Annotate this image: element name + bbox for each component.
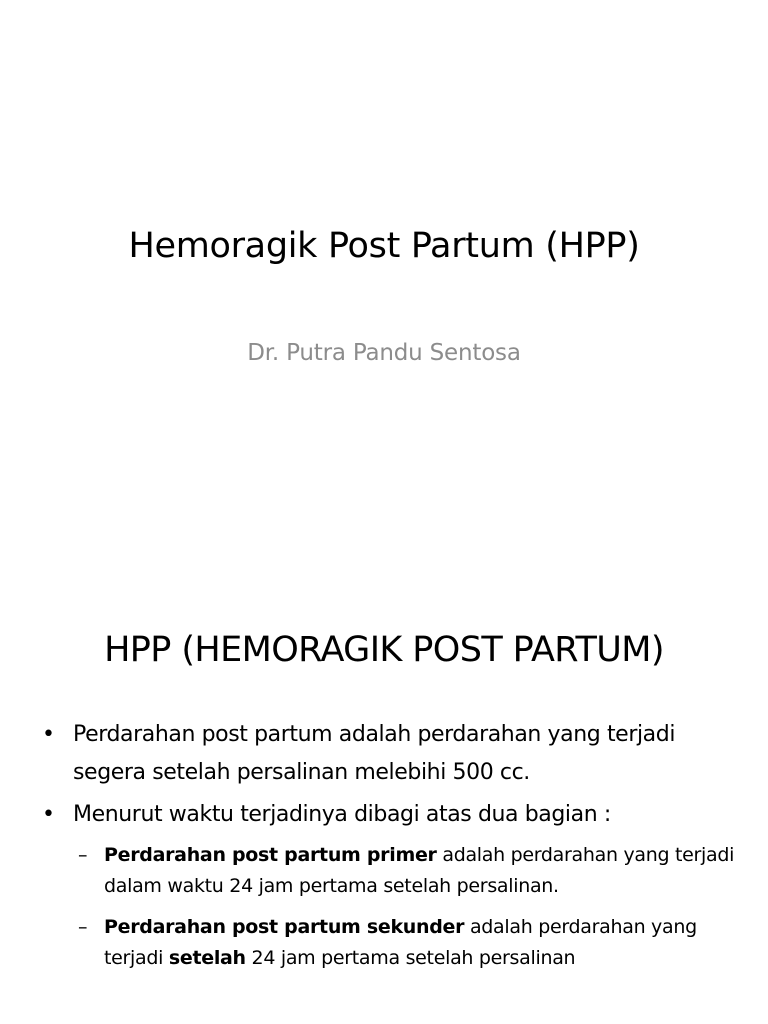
- bullet-item: [38, 716, 728, 792]
- bullet-text: Perdarahan post partum adalah perdarahan yang terjadi segera setelah persalinan melebihi 500 cc.: [73, 722, 676, 785]
- bullet-marker: •: [42, 722, 55, 747]
- term-sekunder: Perdarahan post partum sekunder: [104, 916, 465, 938]
- bullet-item: [38, 796, 728, 834]
- bullet-list: [38, 716, 728, 838]
- slide-title: Hemoragik Post Partum (HPP): [128, 226, 640, 266]
- term-primer: Perdarahan post partum primer: [104, 844, 437, 866]
- definition-text: adalah perdarahan yang terjadi dalam waktu 24 jam pertama setelah persalinan.: [104, 844, 735, 897]
- content-slide: [0, 576, 768, 1024]
- bullet-marker: •: [42, 802, 55, 827]
- definition-text-end: 24 jam pertama setelah persalinan: [245, 947, 576, 969]
- dash-marker: –: [78, 844, 88, 866]
- subbullet-item: [38, 912, 738, 974]
- slide-heading: HPP (HEMORAGIK POST PARTUM): [104, 630, 664, 670]
- bullet-text: Menurut waktu terjadinya dibagi atas dua bagian :: [73, 802, 611, 827]
- dash-marker: –: [78, 916, 88, 938]
- subbullet-item: [38, 840, 738, 902]
- emphasis-setelah: setelah: [168, 947, 246, 969]
- slide-subtitle: Dr. Putra Pandu Sentosa: [247, 340, 521, 366]
- definition-text: adalah perdarahan yang terjadi: [104, 916, 697, 969]
- subbullet-list: [38, 840, 738, 984]
